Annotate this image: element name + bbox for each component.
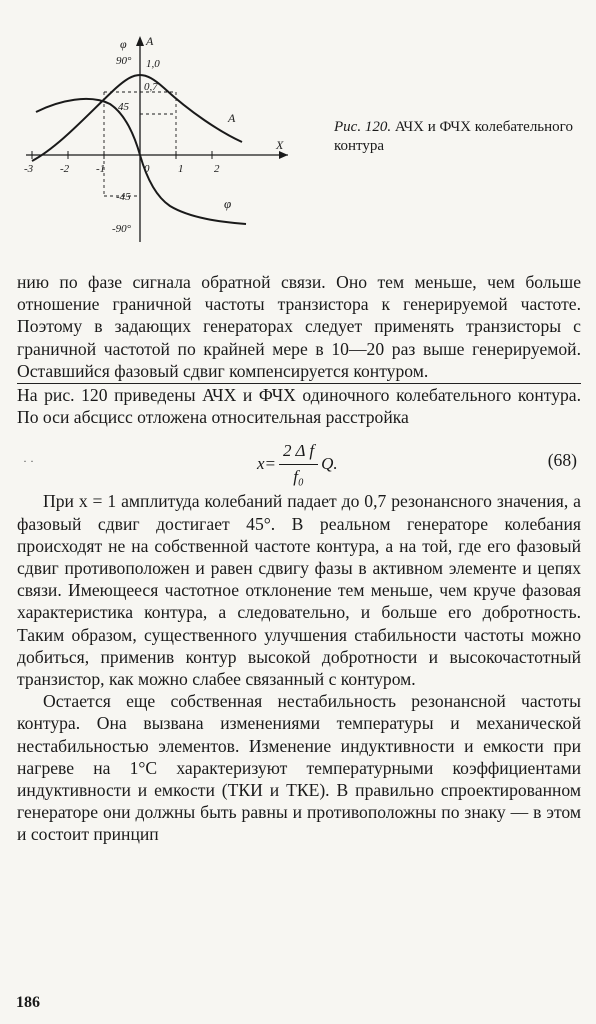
paragraph-1: нию по фазе сигнала обратной связи. Оно тем меньше, чем больше отношение граничной частоты транзистора к генерируемой частоте. Поэтому в задающих генераторах следует применять транзисторы с граничной частотой по крайней мере в 10—20 раз выше генерируемой. Оставшийся фазовый сдвиг компенсируется контуром.: [17, 272, 581, 381]
phase-curve-label: φ: [224, 196, 232, 211]
figure-caption: [334, 118, 584, 156]
phi-tick-minus-45: -45: [116, 191, 131, 203]
phi-tick-minus-90: -90°: [112, 223, 132, 235]
x-tick-0: 0: [144, 163, 150, 175]
formula-68: [17, 432, 581, 488]
x-tick-1: 1: [178, 163, 184, 175]
x-tick--1: -1: [96, 163, 106, 175]
body-text: [17, 271, 581, 846]
y-axis-arrow: [136, 36, 144, 46]
phi-tick-45: 45: [118, 101, 129, 113]
a-tick-1: 1,0: [146, 58, 160, 70]
caption-text: АЧХ и ФЧХ колебательного контура: [334, 119, 573, 154]
x-axis-label: X: [276, 138, 284, 152]
formula-denominator: f₀: [293, 466, 304, 486]
x-axis-arrow: [279, 151, 288, 159]
a-tick-07: 0,7: [144, 81, 158, 93]
formula-fraction: [279, 440, 318, 487]
phi-tick-90: 90°: [116, 55, 132, 67]
paragraph-2: На рис. 120 приведены АЧХ и ФЧХ одиночного колебательного контура. По оси абсцисс отложена относительная расстройка: [17, 385, 581, 428]
equation-number: (68): [547, 450, 577, 471]
page-number: 186: [16, 994, 40, 1011]
formula-lhs: x=: [257, 454, 277, 474]
phase-curve: [36, 99, 246, 224]
response-figure: [20, 24, 300, 246]
x-tick--2: -2: [60, 163, 70, 175]
paragraph-3: При x = 1 амплитуда колебаний падает до 0,7 резонансного значения, а фазовый сдвиг достигает 45°. В реальном генераторе колебания происходят не на собственной частоте контура, а на той, где его фазовый сдвиг противоположен и равен сдвигу фазы в активном элементе и цепях связи. Имеющееся частотное отклонение тем меньше, чем круче фазовая характеристика контура, а следовательно, и больше его добротность. Таким образом, существенного улучшения стабильности частоты можно добиться, применив контур высокой добротности и высокочастотный транзистор, как можно слабее связанный с контуром.: [17, 491, 581, 690]
paragraph-4: Остается еще собственная нестабильность резонансной частоты контура. Она вызвана изменениями температуры и механической нестабильностью элементов. Изменение индуктивности и емкости при нагреве на 1°С характеризуют температурными коэффициентами индуктивности и емкости (ТКИ и ТКЕ). В правильно спроектированном генераторе они должны быть равны и противоположны по знаку — в этом и состоит принцип: [17, 691, 581, 845]
phi-axis-label: φ: [120, 37, 127, 51]
a-axis-label: A: [146, 34, 154, 48]
formula-rhs: Q.: [321, 454, 338, 474]
stray-marks: · ·: [23, 454, 34, 469]
amplitude-curve-label: A: [228, 111, 236, 125]
caption-label: Рис. 120.: [334, 119, 392, 135]
x-tick--3: -3: [24, 163, 34, 175]
formula-numerator: 2 Δ f: [279, 440, 318, 464]
formula-expression: [257, 440, 338, 487]
x-tick-2: 2: [214, 163, 220, 175]
